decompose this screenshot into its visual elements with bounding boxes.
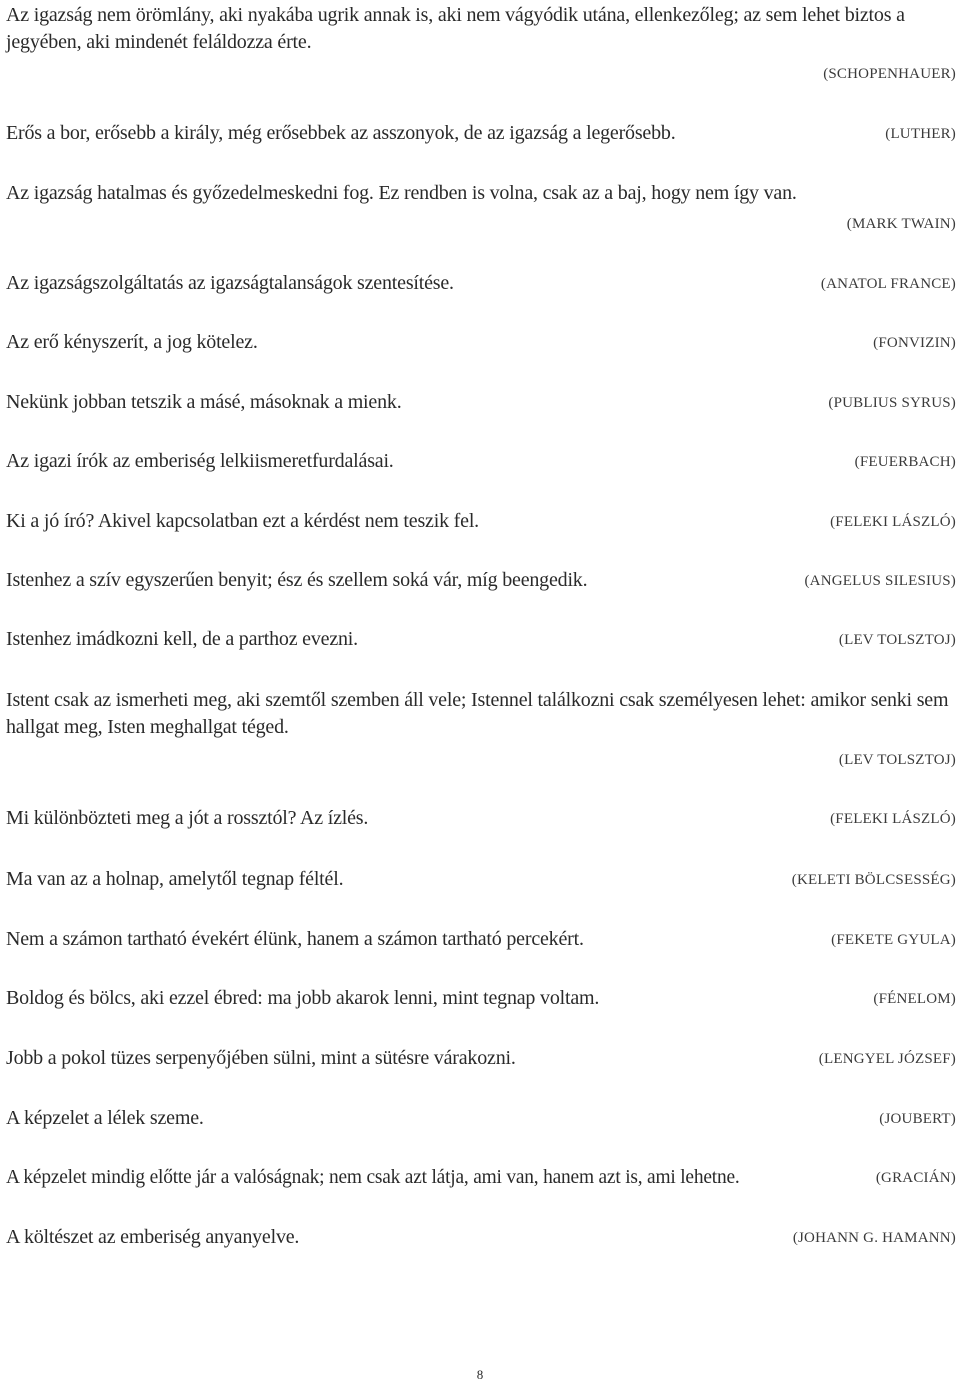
quote-text: Ki a jó író? Akivel kapcsolatban ezt a kérdést nem teszik fel. — [6, 510, 479, 532]
quote-author: (ANGELUS SILESIUS) — [804, 573, 956, 589]
quote-text: Mi különbözteti meg a jót a rossztól? Az ízlés. — [6, 807, 369, 829]
quote-author: (FÉNELOM) — [873, 991, 956, 1007]
quote-author: (FELEKI LÁSZLÓ) — [830, 811, 956, 827]
quote-text: Ma van az a holnap, amelytől tegnap féltél. — [6, 868, 344, 890]
quote-author: (FEUERBACH) — [854, 454, 956, 470]
quote-author: (LUTHER) — [885, 126, 956, 142]
quote-text: Az igazi írók az emberiség lelkiismeretfurdalásai. — [6, 450, 394, 472]
quote-text: Jobb a pokol tüzes serpenyőjében sülni, mint a sütésre várakozni. — [6, 1047, 516, 1069]
quote-author: (ANATOL FRANCE) — [820, 276, 956, 292]
quote-author: (GRACIÁN) — [875, 1170, 956, 1186]
quote-text: A képzelet mindig előtte jár a valóságnak; nem csak azt látja, ami van, hanem azt is, ami lehetne. — [6, 1166, 740, 1188]
quote-text: Az igazságszolgáltatás az igazságtalanságok szentesítése. — [6, 272, 454, 294]
quote-author: (MARK TWAIN) — [846, 216, 956, 232]
quote-author: (KELETI BÖLCSESSÉG) — [791, 872, 956, 888]
quote-author: (FONVIZIN) — [873, 335, 956, 351]
quote-text: Erős a bor, erősebb a király, még erősebbek az asszonyok, de az igazság a legerősebb. — [6, 122, 676, 144]
quote-author: (JOUBERT) — [879, 1111, 956, 1127]
quote-author: (JOHANN G. HAMANN) — [792, 1230, 956, 1246]
quote-text: A költészet az emberiség anyanyelve. — [6, 1226, 300, 1248]
quote-text: Istenhez imádkozni kell, de a parthoz evezni. — [6, 628, 358, 650]
quote-text: Nekünk jobban tetszik a másé, másoknak a mienk. — [6, 391, 402, 413]
quote-author: (LEV TOLSZTOJ) — [838, 632, 956, 648]
quote-text: Istent csak az ismerheti meg, aki szemtől szemben áll vele; Istennel találkozni csak személyesen lehet: amikor senki sem hallgat meg, Isten meghallgat téged. — [6, 689, 949, 738]
quote-author: (PUBLIUS SYRUS) — [828, 395, 956, 411]
page-number: 8 — [476, 1367, 484, 1382]
quote-author: (SCHOPENHAUER) — [823, 66, 956, 82]
quote-text: Az igazság hatalmas és győzedelmeskedni fog. Ez rendben is volna, csak az a baj, hogy nem így van. — [6, 182, 797, 204]
quote-text: Az erő kényszerít, a jog kötelez. — [6, 331, 258, 353]
quote-text: A képzelet a lélek szeme. — [6, 1107, 204, 1129]
quote-author: (FELEKI LÁSZLÓ) — [830, 514, 956, 530]
quote-author: (FEKETE GYULA) — [831, 932, 956, 948]
quote-author: (LENGYEL JÓZSEF) — [818, 1051, 956, 1067]
quote-text: Istenhez a szív egyszerűen benyit; ész és szellem soká vár, míg beengedik. — [6, 569, 588, 591]
quote-text: Nem a számon tartható évekért élünk, hanem a számon tartható percekért. — [6, 928, 584, 950]
quote-text: Az igazság nem örömlány, aki nyakába ugrik annak is, aki nem vágyódik utána, ellenkezőleg; az sem lehet biztos a jegyében, aki mindenét feláldozza érte. — [6, 4, 905, 53]
quote-author: (LEV TOLSZTOJ) — [838, 752, 956, 768]
quote-text: Boldog és bölcs, aki ezzel ébred: ma jobb akarok lenni, mint tegnap voltam. — [6, 987, 600, 1009]
